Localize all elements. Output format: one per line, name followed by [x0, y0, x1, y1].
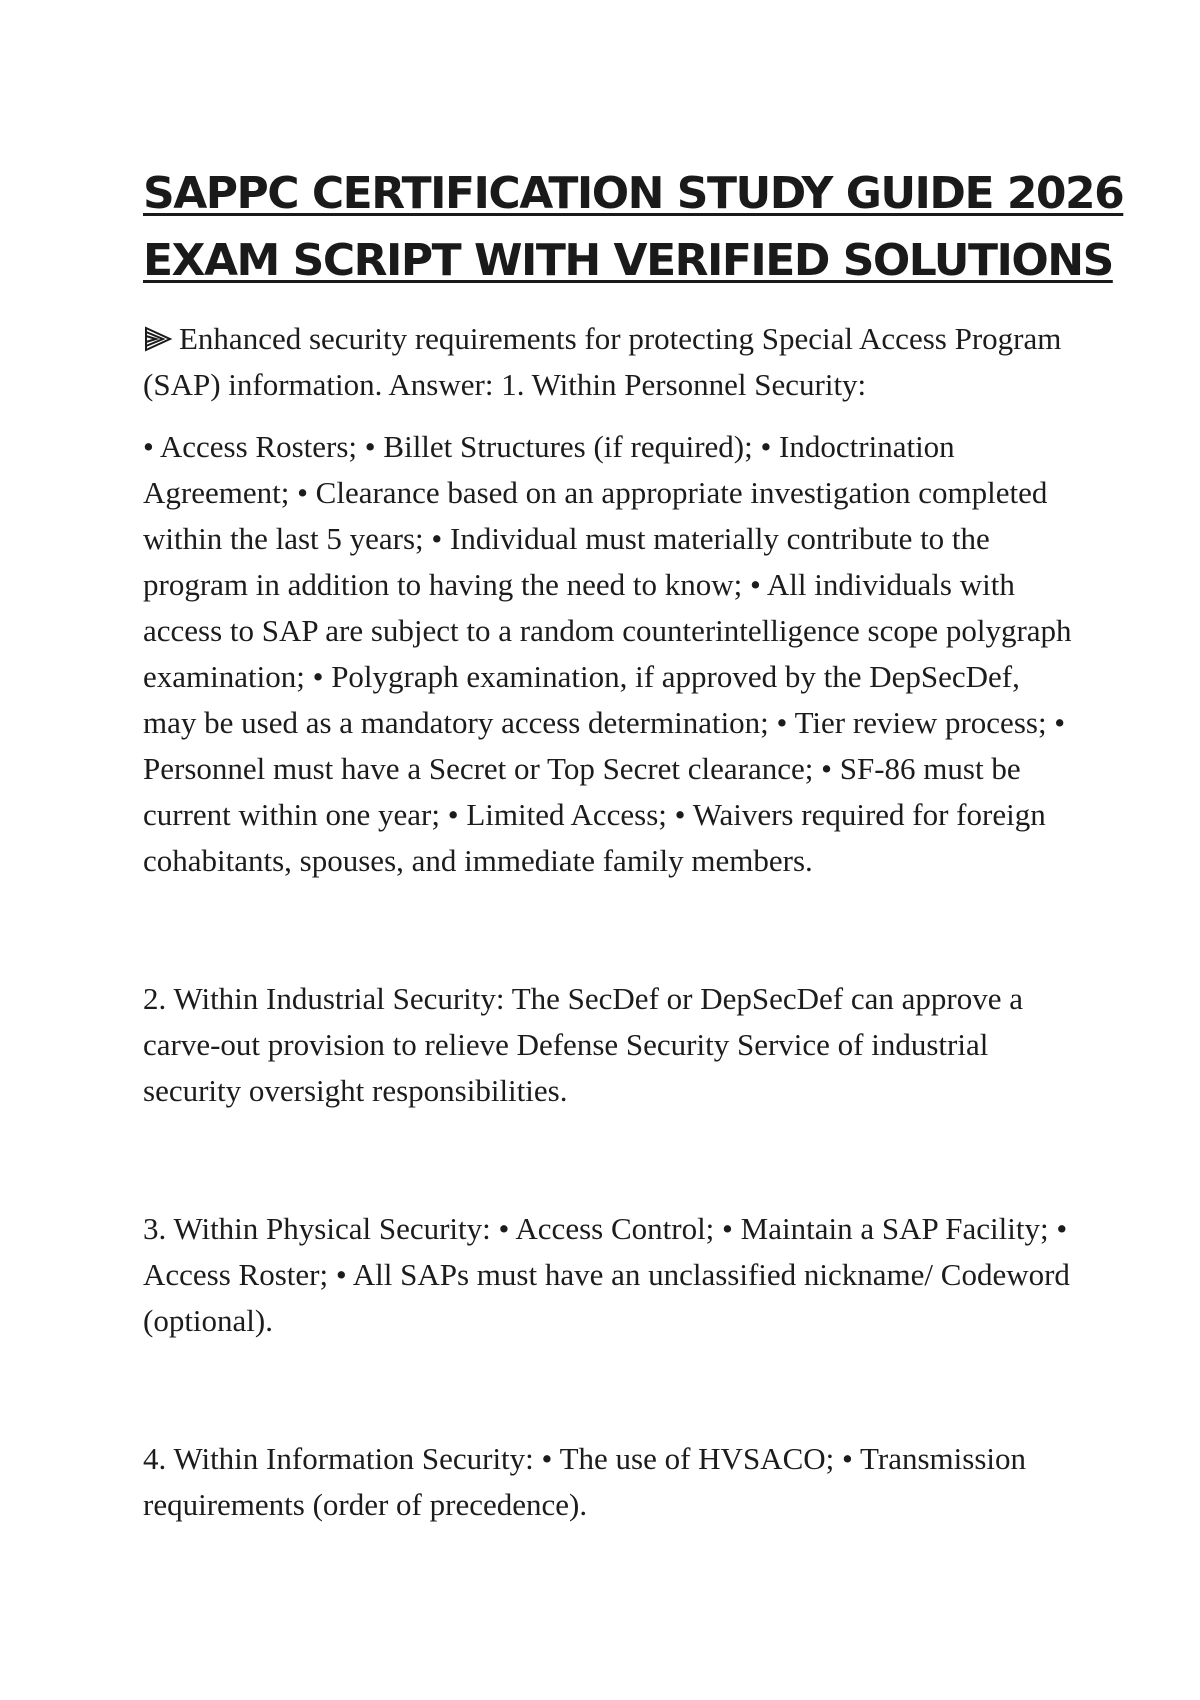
document-page [143, 160, 1124, 1528]
document-body [143, 316, 1073, 1528]
physical-security-paragraph: 3. Within Physical Security: • Access Control; • Maintain a SAP Facility; • Access Roster; • All SAPs must have an unclassified nickname/ Codeword (optional). [143, 1211, 1070, 1338]
information-security-paragraph: 4. Within Information Security: • The use of HVSACO; • Transmission requirements (order of precedence). [143, 1441, 1027, 1522]
industrial-security-paragraph: 2. Within Industrial Security: The SecDef or DepSecDef can approve a carve-out provision to relieve Defense Security Service of industrial security oversight responsibilities. [143, 981, 1023, 1108]
arrow-bullet-icon [143, 326, 173, 352]
question-paragraph [143, 316, 1073, 408]
question-text: Enhanced security requirements for protecting Special Access Program (SAP) information. Answer: 1. Within Personnel Security: [143, 321, 1062, 402]
document-title [143, 160, 1124, 294]
title-line-2: EXAM SCRIPT WITH VERIFIED SOLUTIONS [143, 235, 1113, 286]
title-line-1: SAPPC CERTIFICATION STUDY GUIDE 2026 [143, 168, 1124, 219]
personnel-security-paragraph: • Access Rosters; • Billet Structures (if required); • Indoctrination Agreement; • Clearance based on an appropriate investigation completed within the last 5 years; • Individual must materially contribute to the program in addition to having the need to know; • All individuals with access to SAP are subject to a random counterintelligence scope polygraph examination; • Polygraph examination, if approved by the DepSecDef, may be used as a mandatory access determination; • Tier review process; • Personnel must have a Secret or Top Secret clearance; • SF-86 must be current within one year; • Limited Access; • Waivers required for foreign cohabitants, spouses, and immediate family members. [143, 429, 1072, 878]
